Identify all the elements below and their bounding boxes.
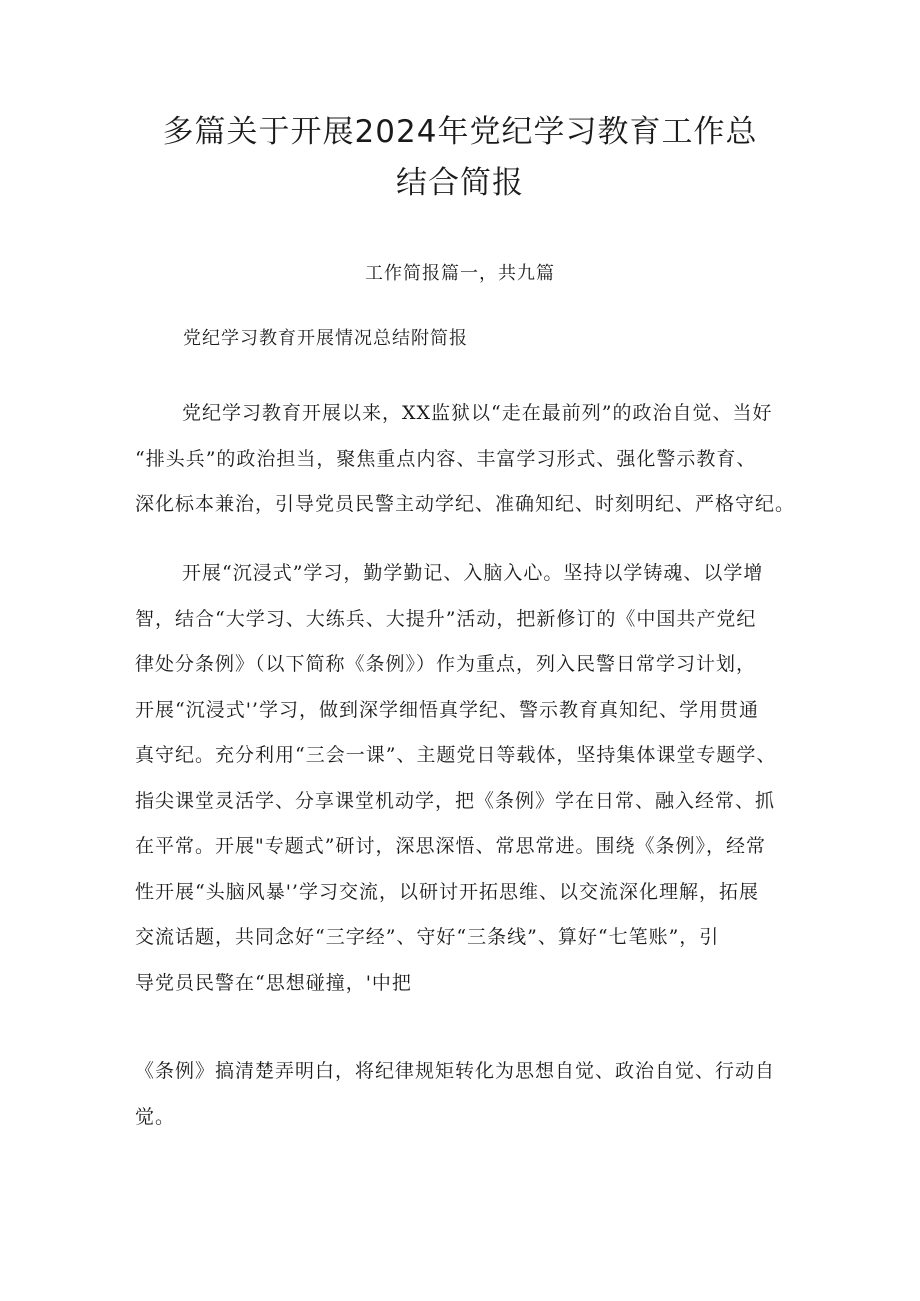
document-subtitle: 工作简报篇一，共九篇 bbox=[365, 263, 555, 284]
paragraph-2 bbox=[135, 551, 795, 1006]
paragraph-line: 性开展“头脑风暴'’学习交流，以研讨开拓思维、以交流深化理解，拓展 bbox=[135, 880, 759, 903]
paragraph-line: 在平常。开展"专题式”研讨，深思深悟、常思常进。围绕《条例》，经常 bbox=[135, 835, 766, 857]
document-title-line-1: 多篇关于开展2024年党纪学习教育工作总 bbox=[162, 114, 758, 150]
paragraph-line: 党纪学习教育开展以来，XX监狱以“走在最前列”的政治自觉、当好 bbox=[182, 402, 773, 424]
paragraph-line: 导党员民警在“思想碰撞，'中把 bbox=[135, 971, 412, 994]
paragraph-line: 真守纪。充分利用“三会一课”、主题党日等载体，坚持集体课堂专题学、 bbox=[135, 744, 777, 766]
paragraph-line: 开展“沉浸式'’学习，做到深学细悟真学纪、警示教育真知纪、学用贯通 bbox=[135, 698, 759, 721]
paragraph-line: 指尖课堂灵活学、分享课堂机动学，把《条例》学在日常、融入经常、抓 bbox=[135, 789, 776, 812]
paragraph-line: 《条例》搞清楚弄明白，将纪律规矩转化为思想自觉、政治自觉、行动自 bbox=[135, 1060, 776, 1082]
paragraph-line: 深化标本兼治，引导党员民警主动学纪、准确知纪、时刻明纪、严格守纪。 bbox=[135, 493, 796, 515]
paragraph-line: 觉。 bbox=[135, 1105, 176, 1128]
paragraph-line: 交流话题，共同念好“三字经”、守好“三条线”、算好“七笔账”，引 bbox=[135, 926, 720, 948]
paragraph-1 bbox=[135, 391, 795, 528]
paragraph-3 bbox=[135, 1049, 795, 1140]
paragraph-line: “排头兵”的政治担当，聚焦重点内容、丰富学习形式、强化警示教育、 bbox=[135, 447, 757, 470]
section-heading: 党纪学习教育开展情况总结附简报 bbox=[183, 328, 468, 349]
paragraph-line: 律处分条例》（以下简称《条例》）作为重点，列入民警日常学习计划， bbox=[135, 653, 757, 675]
document-title-line-2: 结合简报 bbox=[396, 165, 524, 201]
paragraph-line: 开展“沉浸式”学习，勤学勤记、入脑入心。坚持以学铸魂、以学增 bbox=[182, 562, 764, 584]
paragraph-line: 智，结合“大学习、大练兵、大提升”活动，把新修订的《中国共产党纪 bbox=[135, 607, 757, 630]
